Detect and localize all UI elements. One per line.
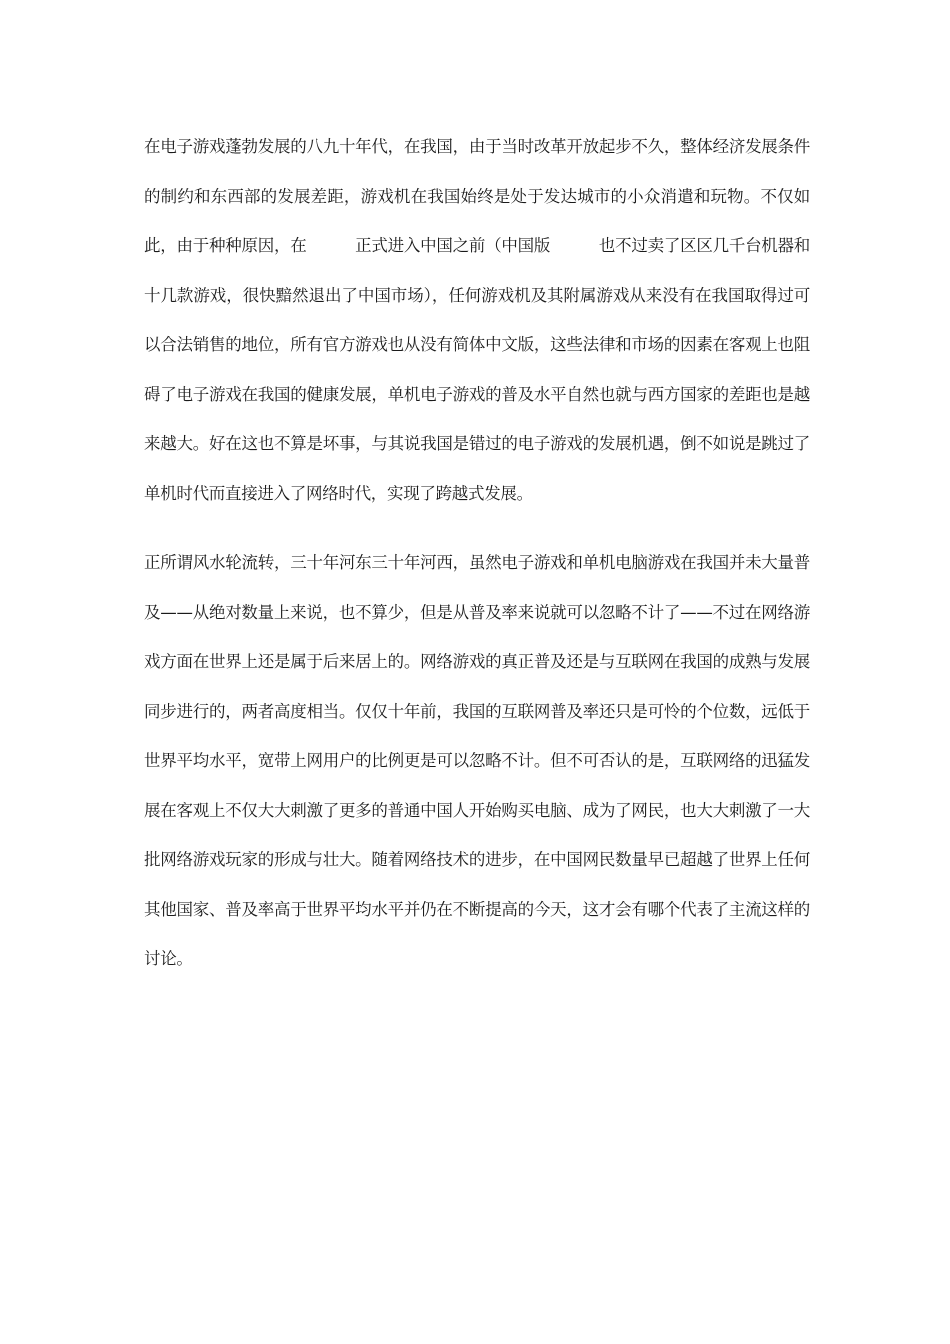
document-body [144, 122, 810, 984]
paragraph-2: 正所谓风水轮流转，三十年河东三十年河西，虽然电子游戏和单机电脑游戏在我国并未大量普及——从绝对数量上来说，也不算少，但是从普及率来说就可以忽略不计了——不过在网络游戏方面在世界上还是属于后来居上的。网络游戏的真正普及还是与互联网在我国的成熟与发展同步进行的，两者高度相当。仅仅十年前，我国的互联网普及率还只是可怜的个位数，远低于世界平均水平，宽带上网用户的比例更是可以忽略不计。但不可否认的是，互联网络的迅猛发展在客观上不仅大大刺激了更多的普通中国人开始购买电脑、成为了网民，也大大刺激了一大批网络游戏玩家的形成与壮大。随着网络技术的进步，在中国网民数量早已超越了世界上任何其他国家、普及率高于世界平均水平并仍在不断提高的今天，这才会有哪个代表了主流这样的讨论。 [144, 553, 810, 968]
paragraph-1: 在电子游戏蓬勃发展的八九十年代，在我国，由于当时改革开放起步不久，整体经济发展条件的制约和东西部的发展差距，游戏机在我国始终是处于发达城市的小众消遣和玩物。不仅如此，由于种种原因，在 正式进入中国之前（中国版 也不过卖了区区几千台机器和十几款游戏，很快黯然退出了中国市场），任何游戏机及其附属游戏从来没有在我国取得过可以合法销售的地位，所有官方游戏也从没有简体中文版，这些法律和市场的因素在客观上也阻碍了电子游戏在我国的健康发展，单机电子游戏的普及水平自然也就与西方国家的差距也是越来越大。好在这也不算是坏事，与其说我国是错过的电子游戏的发展机遇，倒不如说是跳过了单机时代而直接进入了网络时代，实现了跨越式发展。 [144, 137, 810, 503]
